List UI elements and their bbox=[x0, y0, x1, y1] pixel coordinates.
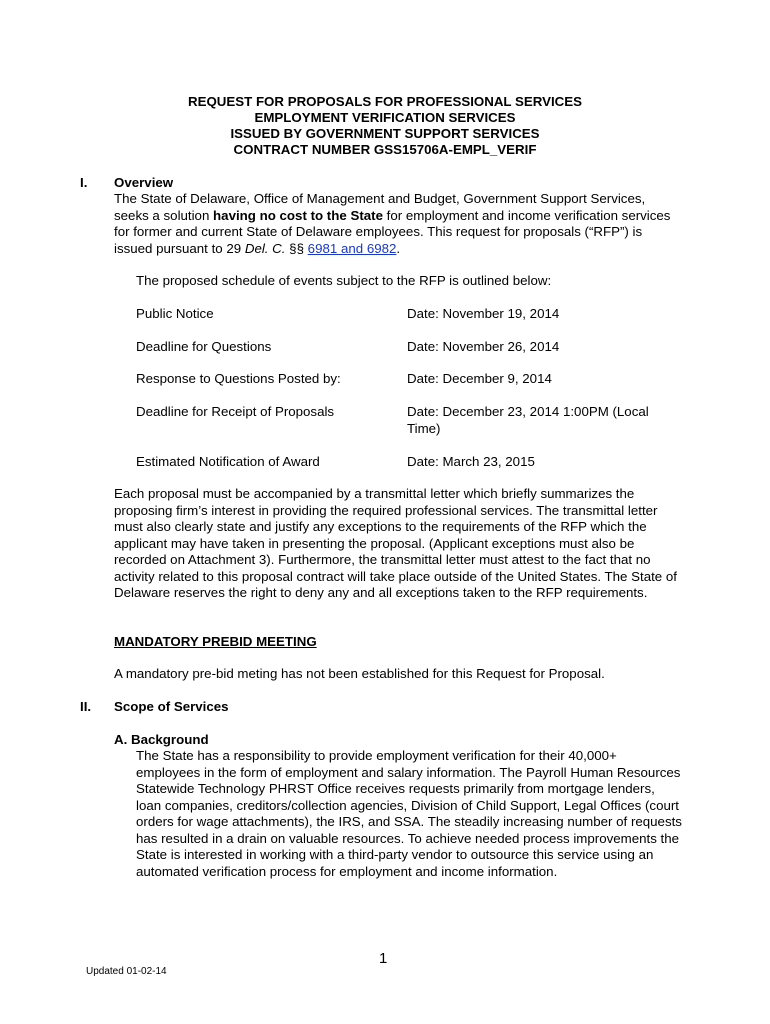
overview-text-end: . bbox=[396, 240, 401, 256]
schedule-date: Date: December 23, 2014 1:00PM (Local Time) bbox=[407, 404, 649, 436]
overview-italic-text: Del. C. bbox=[244, 240, 286, 256]
page-number: 1 bbox=[379, 950, 388, 967]
section-1-number: I. bbox=[80, 175, 88, 190]
schedule-event: Deadline for Questions bbox=[136, 339, 272, 354]
schedule-event: Response to Questions Posted by: bbox=[136, 371, 341, 386]
title-line-3: ISSUED BY GOVERNMENT SUPPORT SERVICES bbox=[230, 126, 540, 141]
document-title bbox=[0, 94, 770, 158]
updated-date: Updated 01-02-14 bbox=[86, 966, 167, 977]
background-heading: A. Background bbox=[114, 732, 209, 747]
schedule-date: Date: November 19, 2014 bbox=[407, 306, 560, 321]
prebid-text: A mandatory pre-bid meting has not been established for this Request for Proposal. bbox=[114, 666, 605, 681]
schedule-intro: The proposed schedule of events subject to the RFP is outlined below: bbox=[136, 273, 552, 288]
transmittal-paragraph: Each proposal must be accompanied by a transmittal letter which briefly summarizes the proposing firm’s interest in providing the required professional services. The transmittal letter must also clearly state and justify any exceptions to the requirements of the RFP which the applicant may have taken in presenting the proposal. (Applicant exceptions must also be recorded on Attachment 3). Furthermore, the transmittal letter must attest to the fact that no activity related to this proposal contract will take place outside of the United States. The State of Delaware reserves the right to deny any and all exceptions taken to the RFP requirements. bbox=[114, 486, 677, 600]
title-line-4: CONTRACT NUMBER GSS15706A-EMPL_VERIF bbox=[233, 142, 537, 157]
overview-text-1: The State of Delaware, Office of Management and Budget, Government Support Services, seeks a solution bbox=[114, 191, 646, 223]
schedule-date: Date: March 23, 2015 bbox=[407, 454, 535, 469]
overview-text-3: §§ bbox=[285, 240, 308, 256]
prebid-heading: MANDATORY PREBID MEETING bbox=[114, 634, 317, 649]
schedule-date: Date: November 26, 2014 bbox=[407, 339, 560, 354]
section-2-number: II. bbox=[80, 699, 92, 714]
title-line-2: EMPLOYMENT VERIFICATION SERVICES bbox=[254, 110, 516, 125]
overview-bold-text: having no cost to the State bbox=[213, 207, 383, 223]
schedule-event: Public Notice bbox=[136, 306, 214, 321]
section-2-title: Scope of Services bbox=[114, 699, 229, 714]
title-line-1: REQUEST FOR PROPOSALS FOR PROFESSIONAL SERVICES bbox=[187, 94, 583, 109]
schedule-event: Deadline for Receipt of Proposals bbox=[136, 404, 335, 419]
overview-text-2: for employment and income verification services for former and current State of Delaware employees. This request for proposals (“RFP”) is issued pursuant to 29 bbox=[114, 207, 671, 256]
schedule-date: Date: December 9, 2014 bbox=[407, 371, 552, 386]
background-text: The State has a responsibility to provide employment verification for their 40,000+ employees in the form of employment and salary information. The Payroll Human Resources Statewide Technology PHRST Office receives requests primarily from mortgage lenders, loan companies, creditors/collection agencies, Division of Child Support, Legal Offices (court orders for wage attachments), the IRS, and SSA. The steadily increasing number of requests has resulted in a drain on valuable resources. To achieve needed process improvements the State is interested in working with a third-party vendor to outsource this service using an automated verification process for employment and income information. bbox=[136, 748, 682, 879]
schedule-event: Estimated Notification of Award bbox=[136, 454, 320, 469]
overview-paragraph bbox=[114, 191, 674, 257]
statute-link[interactable]: 6981 and 6982 bbox=[307, 240, 397, 256]
section-1-title: Overview bbox=[114, 175, 174, 190]
